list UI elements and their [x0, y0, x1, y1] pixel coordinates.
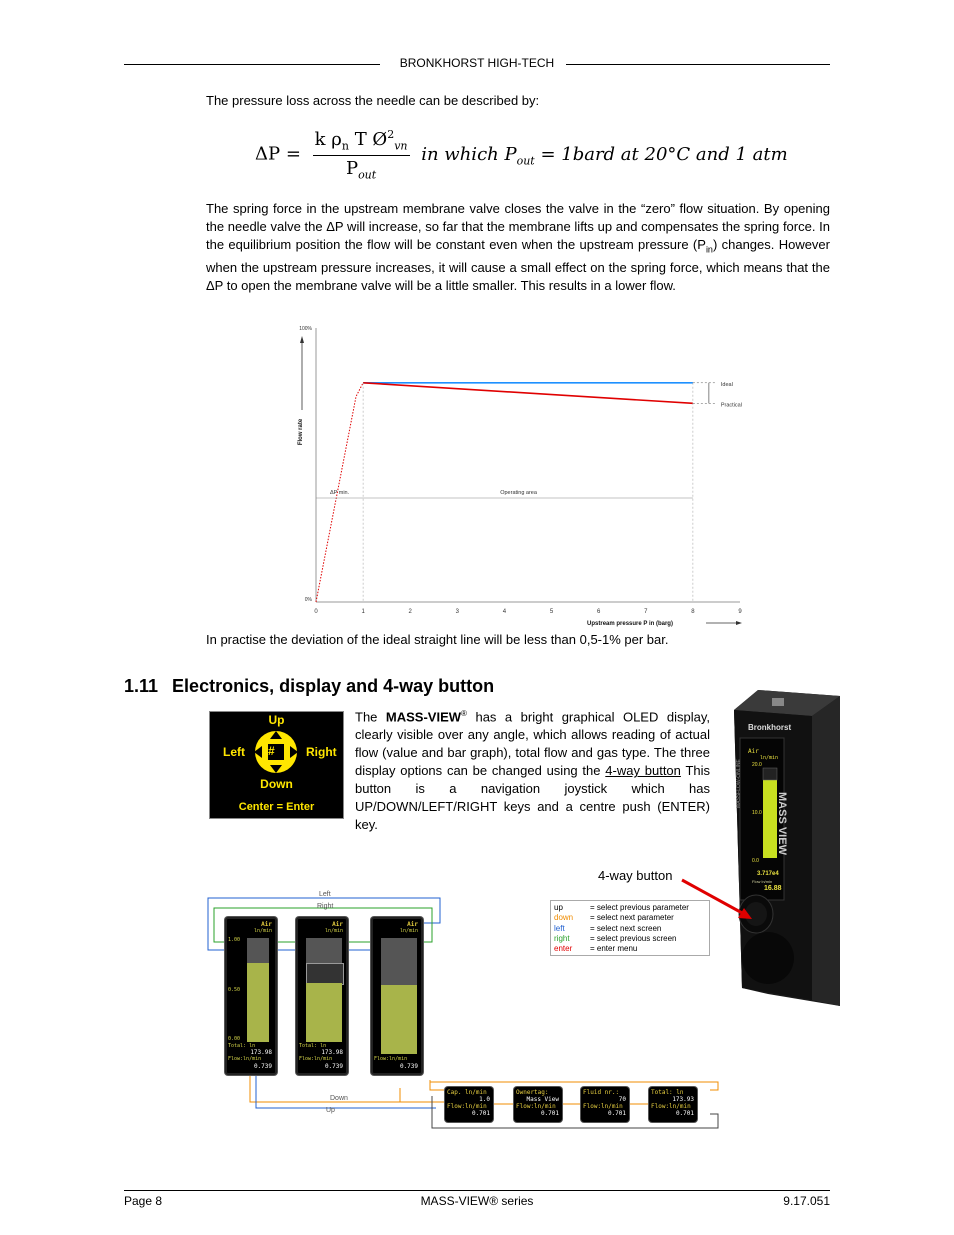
- device-flow-value: 16.88: [764, 885, 782, 892]
- equation-fraction: $\frac{k \rho_n T Ø^2_{vn}}{P_{out}}$: [314, 128, 408, 182]
- x-axis-arrowhead: [736, 621, 742, 625]
- footer-page: Page 8: [124, 1194, 163, 1208]
- section-number: 1.11: [124, 676, 159, 696]
- device-total-value: 3.717e4: [757, 871, 779, 877]
- y-axis-arrowhead: [300, 336, 304, 343]
- footer-rule: [124, 1190, 830, 1191]
- menu-screen-fluid: Fluid nr.: 70 Flow:ln/min 0.701: [581, 1087, 629, 1122]
- legend-item: enter = enter menu: [554, 944, 638, 954]
- joystick-center-label: Center = Enter: [238, 801, 315, 813]
- joystick-up-label: Up: [268, 713, 285, 727]
- device-model: MASS VIEW: [776, 792, 788, 855]
- header-rule-right: [566, 64, 830, 65]
- joystick-left-label: Left: [223, 745, 245, 759]
- section-heading: [124, 676, 494, 697]
- annotation-operating-area: Operating area: [500, 490, 537, 496]
- series-line-practical: [363, 383, 693, 404]
- flow-down-label: Down: [330, 1095, 348, 1102]
- device-flow-label: Flow ln/min: [752, 879, 773, 884]
- legend-item: right = select previous screen: [554, 933, 677, 943]
- x-tick-label: 0: [314, 609, 318, 615]
- four-way-button-label: 4-way button: [598, 868, 673, 883]
- menu-screen-ownertag: Ownertag: Mass View Flow:ln/min 0.701: [514, 1087, 562, 1122]
- device-unit: ln/min: [760, 755, 779, 761]
- section-title: Electronics, display and 4-way button: [172, 676, 495, 696]
- x-tick-label: 7: [644, 609, 648, 615]
- device-scale-bottom: 0.0: [752, 858, 759, 864]
- flow-right-label: Right: [317, 903, 334, 910]
- x-tick-label: 4: [502, 609, 507, 615]
- legend-item: down = select next parameter: [554, 913, 674, 923]
- equation-lhs: ΔP =: [255, 143, 301, 165]
- joystick-diagram: [209, 711, 344, 819]
- x-axis-label: Upstream pressure P in (barg): [587, 621, 673, 627]
- oled-screen-1: Air ln/min 1.00 0.50 0.00 Total: ln 173.98 Flow:ln/min 0.739: [225, 917, 277, 1075]
- joystick-right-label: Right: [306, 745, 337, 759]
- flow-left-label: Left: [319, 891, 331, 898]
- x-tick-label: 9: [738, 609, 742, 615]
- device-scale-top: 20.0: [752, 762, 762, 768]
- legend-item: left = select next screen: [554, 923, 662, 933]
- legend-item: up = select previous parameter: [554, 903, 689, 912]
- oled-screen-3: Air ln/min Flow:ln/min 0.739: [371, 917, 423, 1075]
- annotation-ideal: Ideal: [720, 381, 733, 388]
- footer-series: MASS-VIEW® series: [420, 1194, 534, 1208]
- joystick-center-symbol: #: [268, 744, 275, 758]
- massview-description: The MASS-VIEW® has a bright graphical OLED display, clearly visible over any angle, which allows reading of actual flow (value and bar graph), total flow and gas type. The three display options can be changed using the 4-way button This button is a navigation joystick which has UP/DOWN/LEFT/RIGHT keys and a centre push (ENTER) key.: [355, 709, 711, 833]
- y-axis-label: Flow rate: [298, 418, 304, 446]
- intro-text: The pressure loss across the needle can be described by:: [206, 93, 540, 108]
- spring-force-paragraph: The spring force in the upstream membrane valve closes the valve in the “zero” flow situation. By opening the needle valve the ΔP will increase, so far that the membrane lifts up and compensates the spring force. In the equilibrium position the flow will be constant even when the upstream pressure $(P_{in})$ changes. However when the upstream pressure increases, it will cause a small effect on the spring force, which means that the ΔP to open the membrane valve will be a little smaller. This results in a lower flow.: [206, 201, 830, 293]
- device-brand: Bronkhorst: [748, 723, 792, 732]
- annotation-practical: Practical: [720, 402, 742, 409]
- menu-screen-capacity: Cap. ln/min 1.0 Flow:ln/min 0.701: [445, 1087, 493, 1122]
- x-tick-label: 2: [408, 609, 412, 615]
- equation-rhs: in which P: [421, 143, 517, 165]
- annotation-dp-min: ΔP min.: [329, 490, 350, 496]
- oled-screen-2: Air ln/min Total: ln 173.98 Flow:ln/min 0.739: [296, 917, 348, 1075]
- chart-caption: In practise the deviation of the ideal straight line will be less than 0,5-1% per bar.: [206, 632, 669, 647]
- four-way-button-link[interactable]: 4-way button: [605, 763, 681, 779]
- device-scale-mid: 10.0: [752, 810, 762, 816]
- device-subtitle: MASSFLOW-ONLINE: [736, 759, 742, 808]
- x-tick-label: 3: [455, 609, 460, 615]
- flow-pressure-chart: [290, 320, 760, 630]
- flow-up-label: Up: [326, 1107, 335, 1114]
- x-tick-label: 5: [549, 609, 554, 615]
- brand-name: MASS-VIEW: [385, 709, 462, 725]
- menu-screen-total: Total: ln 173.93 Flow:ln/min 0.701: [649, 1087, 697, 1122]
- x-tick-label: 8: [691, 609, 695, 615]
- joystick-icon: [250, 728, 302, 776]
- joystick-down-label: Down: [260, 777, 293, 791]
- header-title: BRONKHORST HIGH-TECH: [399, 56, 555, 70]
- x-tick-label: 1: [361, 609, 365, 615]
- x-tick-label: 6: [596, 609, 601, 615]
- pressure-loss-equation: ΔP = $\frac{k \rho_n T Ø^2_{vn}}{P_{out}}$ in which $P_{out}$ = 1bard at 20°C and 1 atm: [255, 128, 788, 182]
- footer-doc-number: 9.17.051: [783, 1194, 830, 1208]
- y-tick-label: 100%: [299, 326, 312, 332]
- y-tick-label: 0%: [304, 597, 312, 603]
- device-gas: Air: [748, 748, 759, 755]
